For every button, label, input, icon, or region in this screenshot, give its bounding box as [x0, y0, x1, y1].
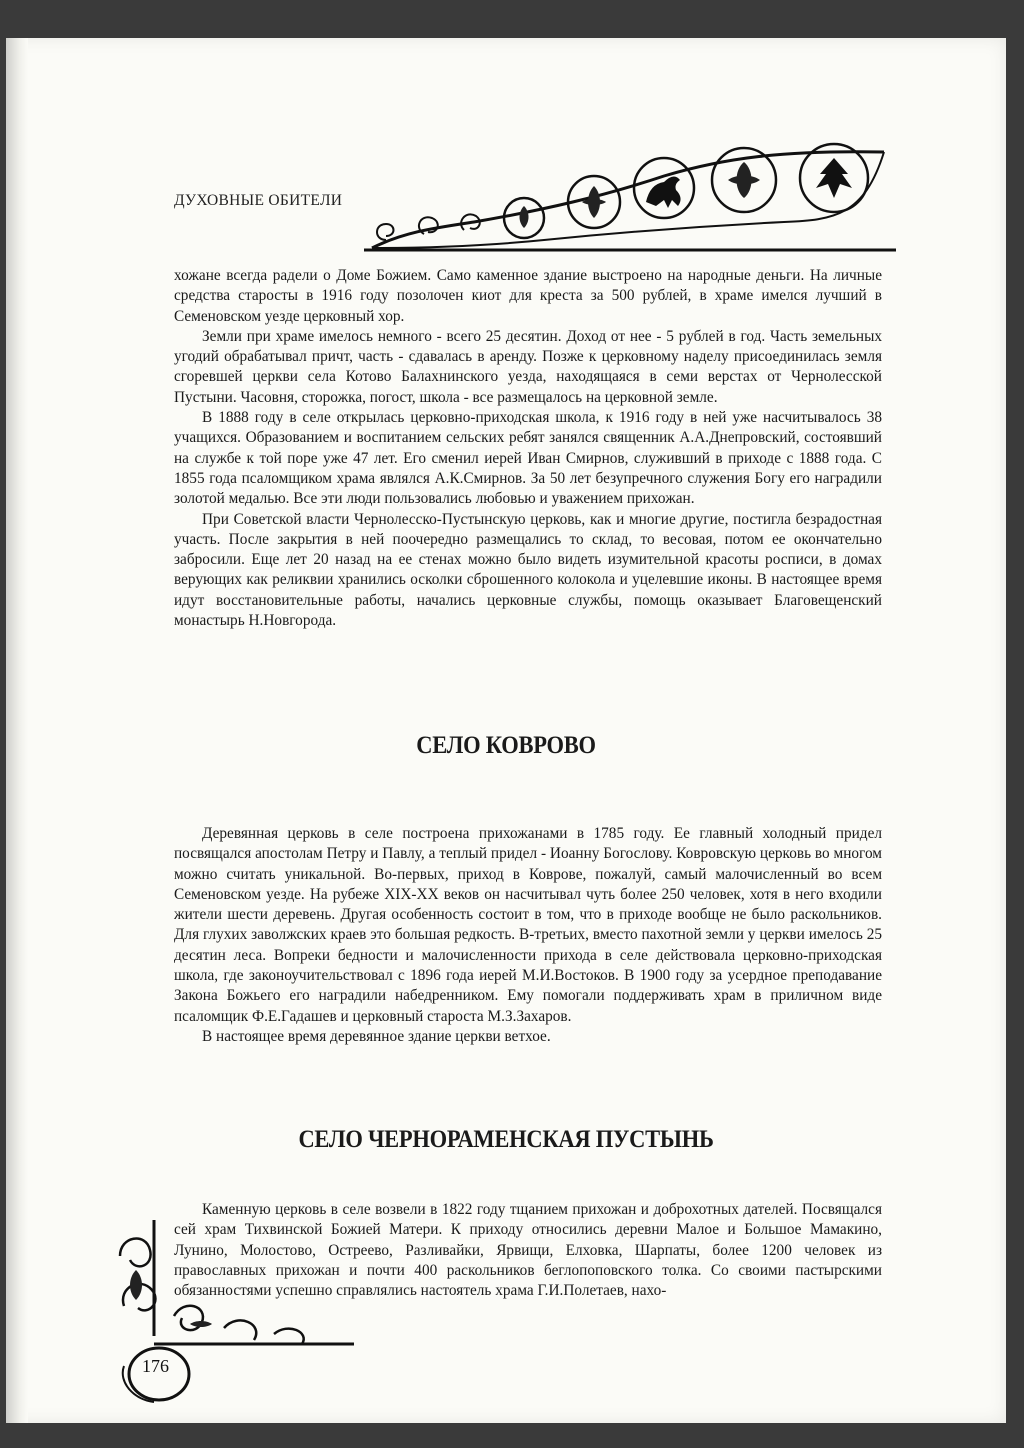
paragraph: Каменную церковь в селе возвели в 1822 году тщанием прихожан и доброхотных дателей. Посвящался сей храм Тихвинской Божией Матери. К приходу относились деревни Малое и Большое Мамакино, Лунино, Молостово, Остреево, Разливайки, Ярвищи, Елховка, Шарпаты, более 1200 человек из православных прихожан и почти 400 раскольников беглопоповского толка. Со своими пастырскими обязанностями успешно справлялись настоятель храма Г.И.Полетаев, нахо-: [174, 1201, 882, 1300]
section-title-chernoramenskaya: СЕЛО ЧЕРНОРАМЕНСКАЯ ПУСТЫНЬ: [298, 1126, 714, 1153]
intro-text-block: [174, 266, 882, 631]
paragraph: При Советской власти Чернолесско-Пустынскую церковь, как и многие другие, постигла безрадостная участь. После закрытия в ней поочередно размещались то склад, то весовая, потом ее окончательно забросили. Еще лет 20 назад на ее стенах можно было видеть изумительной красоты росписи, в домах верующих как реликвии хранились осколки сброшенного колокола и уцелевшие иконы. В настоящее время идут восстановительные работы, начались церковные службы, помощь оказывает Благовещенский монастырь Н.Новгорода.: [174, 510, 882, 630]
paragraph: хожане всегда радели о Доме Божием. Само каменное здание выстроено на народные деньги. На личные средства старосты в 1916 году позолочен киот для креста за 500 рублей, в храме имелся лучший в Семеновском уезде церковный хор.: [174, 267, 882, 325]
book-page: [6, 38, 1006, 1423]
page-number: 176: [142, 1356, 169, 1376]
header-ornament-icon: [364, 136, 904, 266]
page-fold-shadow: [6, 38, 28, 1423]
section-title-kovrovo: СЕЛО КОВРОВО: [416, 732, 596, 759]
paragraph: В 1888 году в селе открылась церковно-приходская школа, к 1916 году в ней уже насчитывалось 38 учащихся. Образованием и воспитанием сельских ребят занялся священник А.А.Днепровский, состоявший на службе к той поре уже 47 лет. Его сменил иерей Иван Смирнов, служивший в приходе с 1888 года. С 1855 года псаломщиком храма являлся А.К.Смирнов. За 50 лет безупречного служения Богу его наградили золотой медалью. Все эти люди пользовались любовью и уважением прихожан.: [174, 409, 882, 508]
running-header: ДУХОВНЫЕ ОБИТЕЛИ: [174, 192, 343, 209]
corner-ornament-icon: [114, 1216, 394, 1406]
paragraph: Деревянная церковь в селе построена прихожанами в 1785 году. Ее главный холодный придел посвящался апостолам Петру и Павлу, а теплый придел - Иоанну Богослову. Ковровскую церковь во многом можно считать уникальной. Во-первых, приход в Коврове, пожалуй, самый малочисленный во всем Семеновском уезде. На рубеже XIX-XX веков он насчитывал чуть более 250 человек, хотя в него входили жители шести деревень. Другая особенность состоит в том, что в приходе вообще не было раскольников. Для глухих заволжских краев это большая редкость. В-третьих, вместо пахотной земли у церкви имелось 25 десятин леса. Вопреки бедности и малочисленности прихода в селе действовала церковно-приходская школа, где законоучительствовал с 1896 года иерей М.И.Востоков. В 1900 году за усердное преподавание Закона Божьего его наградили набедренником. Ему помогали поддерживать храм в приличном виде псаломщик Ф.Е.Гадашев и церковный староста М.З.Захаров.: [174, 825, 882, 1025]
kovrovo-text-block: [174, 824, 882, 1047]
paragraph: В настоящее время деревянное здание церкви ветхое.: [202, 1027, 551, 1045]
paragraph: Земли при храме имелось немного - всего 25 десятин. Доход от нее - 5 рублей в год. Часть земельных угодий обрабатывал причт, часть - сдавалась в аренду. Позже к церковному наделу присоединилась земля сгоревшей церкви села Котово Балахнинского уезда, находящаяся в семи верстах от Чернолесской Пустыни. Часовня, сторожка, погост, школа - все размещалось на церковной земле.: [174, 327, 882, 406]
